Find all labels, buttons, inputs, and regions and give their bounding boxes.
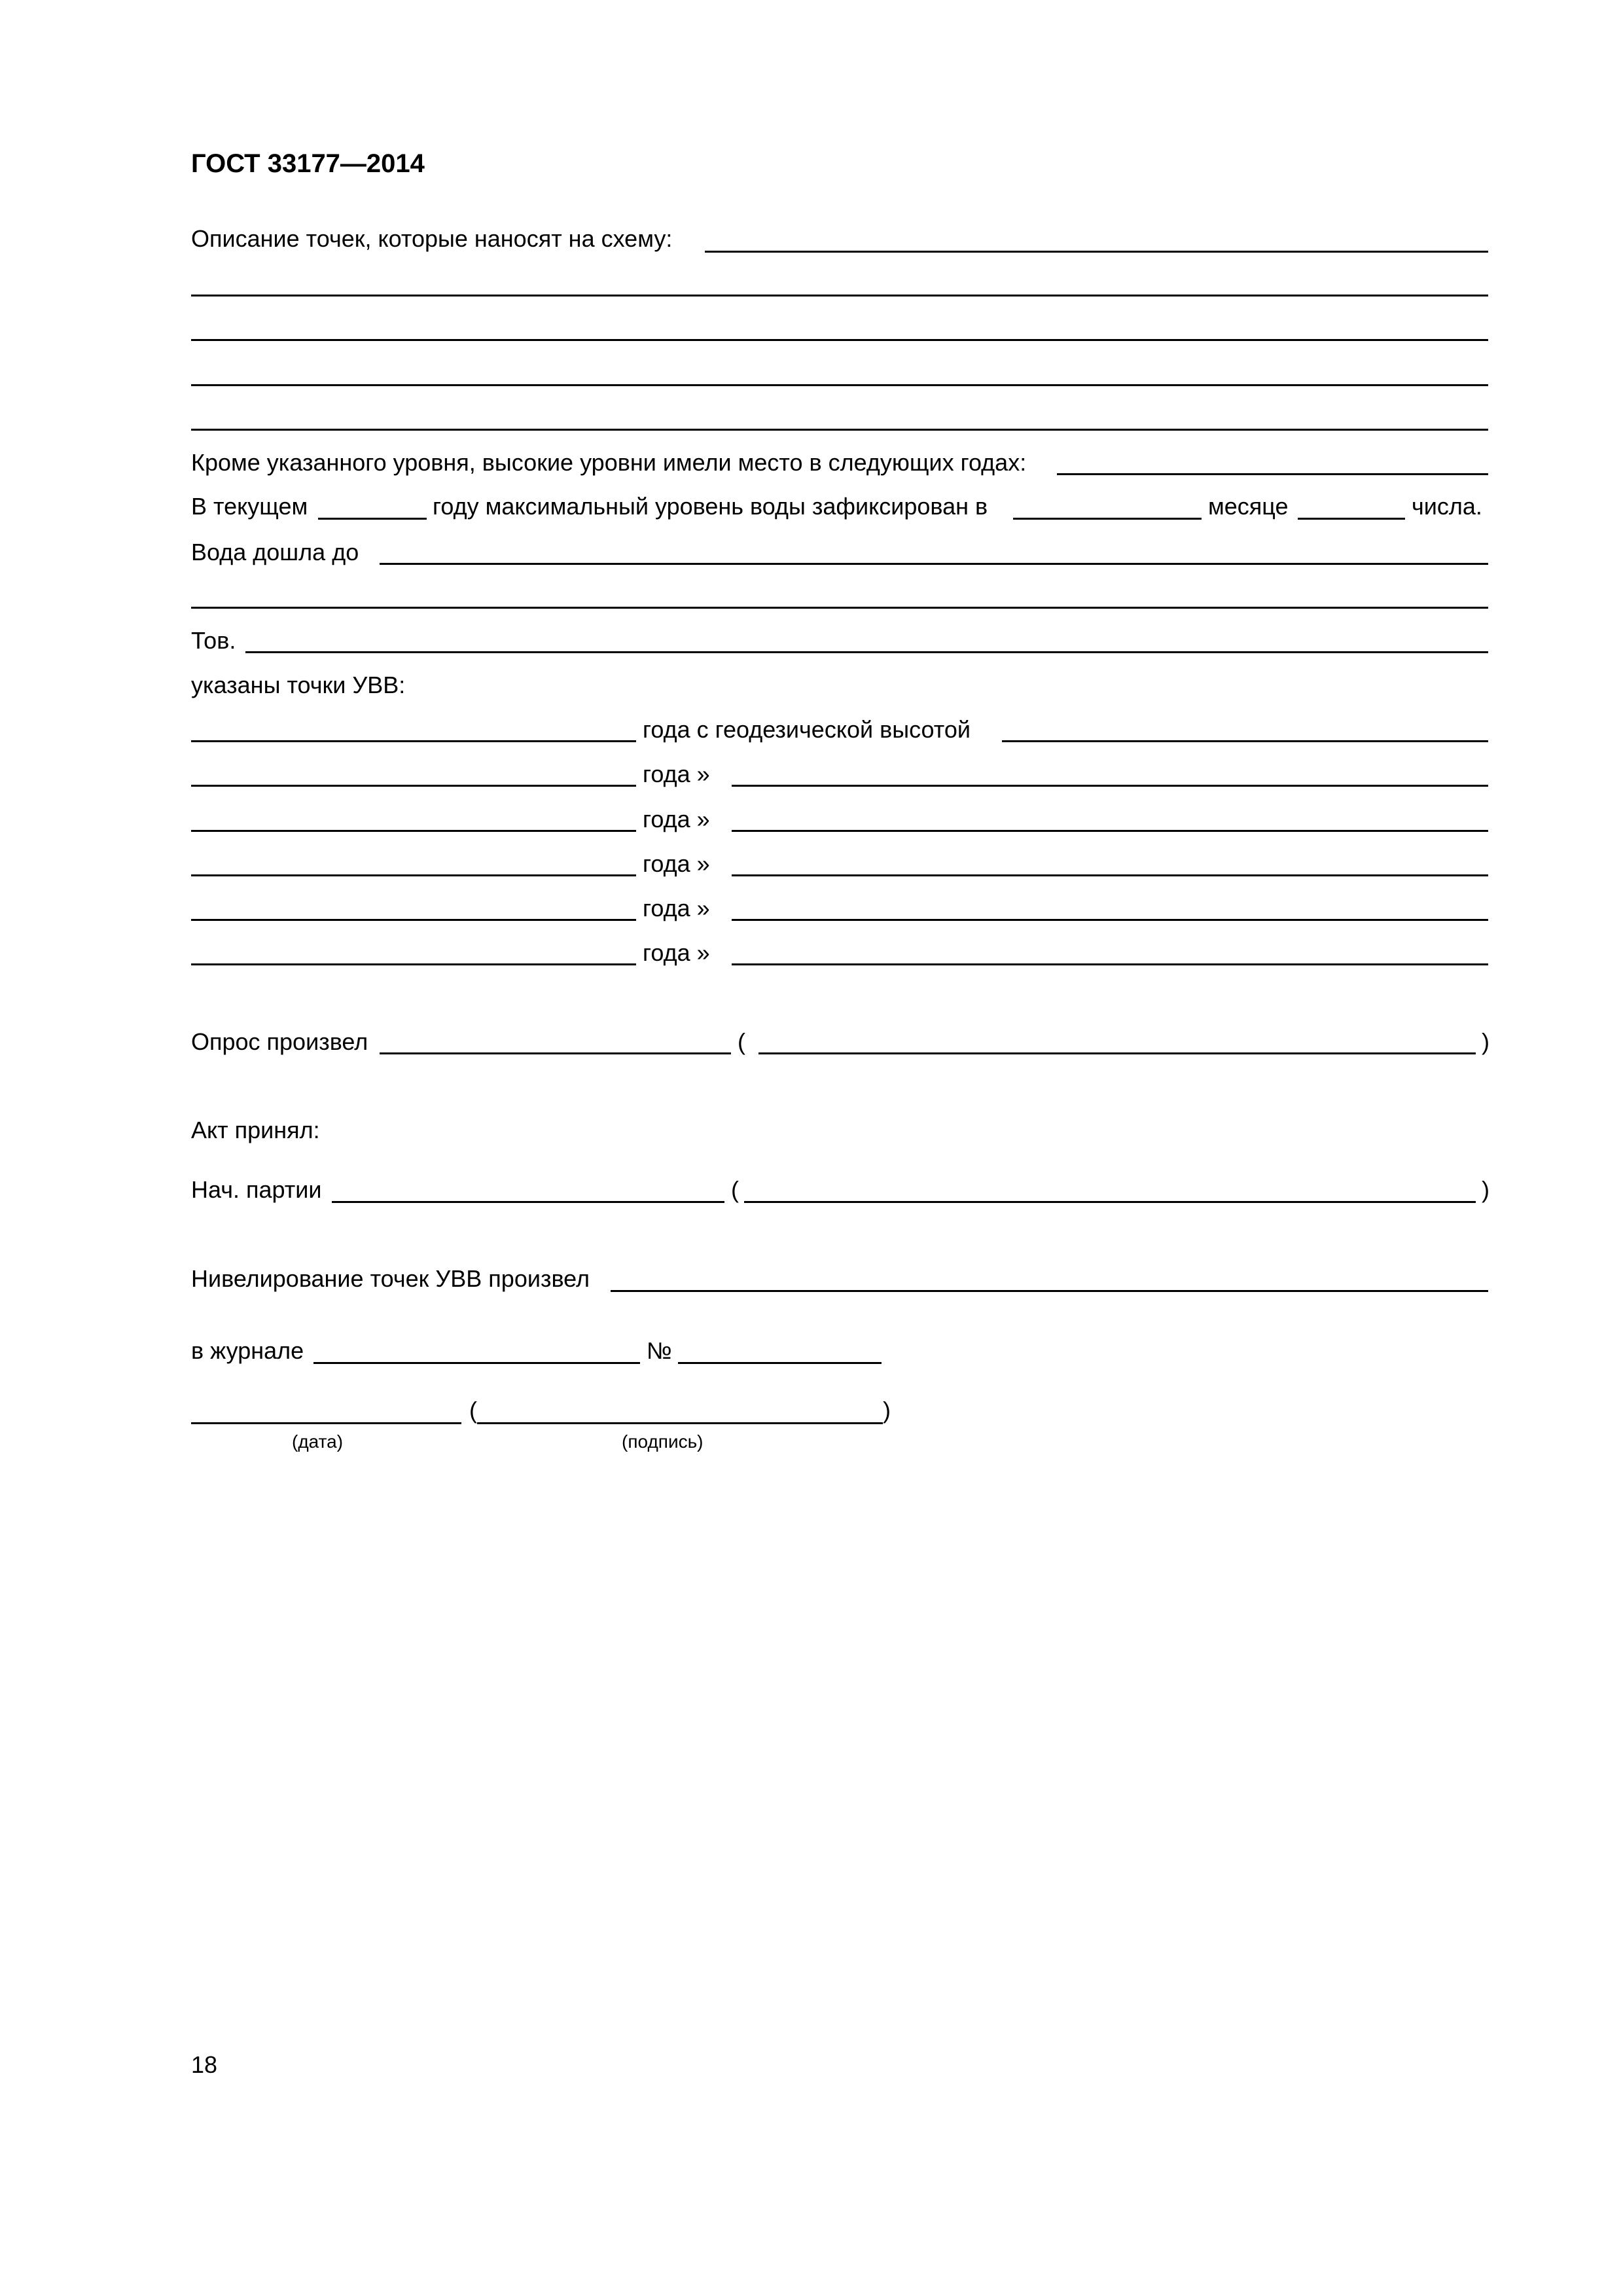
tov-field[interactable] (245, 651, 1488, 653)
uvv-point-4-field[interactable] (191, 874, 636, 876)
geodetic-height-field[interactable] (1002, 740, 1488, 742)
date-sign-paren-close: ) (883, 1397, 891, 1424)
tov-label: Тов. (191, 627, 236, 654)
current-year-middle: году максимальный уровень воды зафиксирован в (433, 493, 988, 520)
year-ditto-label-4: года » (643, 850, 710, 877)
uvv-point-5-height-field[interactable] (732, 919, 1488, 921)
leveling-label: Нивелирование точек УВВ произвел (191, 1265, 590, 1292)
year-geodetic-label: года с геодезической высотой (643, 716, 971, 743)
survey-paren-close: ) (1482, 1028, 1489, 1055)
party-head-name-field[interactable] (744, 1201, 1476, 1203)
water-reached-label: Вода дошла до (191, 539, 359, 565)
year-ditto-label-3: года » (643, 806, 710, 833)
current-year-field[interactable] (318, 518, 427, 520)
signature-field[interactable] (477, 1422, 883, 1424)
survey-paren-open: ( (738, 1028, 745, 1055)
uvv-point-6-field[interactable] (191, 963, 636, 965)
points-description-line-2[interactable] (191, 295, 1488, 296)
uvv-point-1-field[interactable] (191, 740, 636, 742)
date-field[interactable] (191, 1422, 461, 1424)
date-sign-paren-open: ( (469, 1397, 477, 1424)
month-field[interactable] (1013, 518, 1202, 520)
uvv-points-label: указаны точки УВВ: (191, 672, 406, 698)
journal-field[interactable] (313, 1362, 640, 1364)
day-field[interactable] (1298, 518, 1405, 520)
party-head-label: Нач. партии (191, 1176, 322, 1203)
year-ditto-label-6: года » (643, 939, 710, 966)
water-reached-line-2[interactable] (191, 607, 1488, 609)
survey-by-label: Опрос произвел (191, 1028, 368, 1055)
journal-number-field[interactable] (678, 1362, 882, 1364)
other-high-levels-label: Кроме указанного уровня, высокие уровни имели место в следующих годах: (191, 449, 1027, 476)
points-description-line-5[interactable] (191, 429, 1488, 431)
current-year-prefix: В текущем (191, 493, 308, 520)
party-paren-close: ) (1482, 1176, 1489, 1203)
uvv-point-3-height-field[interactable] (732, 830, 1488, 832)
survey-by-signature-field[interactable] (380, 1052, 731, 1054)
uvv-point-2-field[interactable] (191, 785, 636, 787)
number-sign: № (647, 1337, 672, 1364)
points-description-line-3[interactable] (191, 339, 1488, 341)
document-title: ГОСТ 33177—2014 (191, 149, 425, 178)
leveling-field[interactable] (611, 1290, 1488, 1292)
party-head-signature-field[interactable] (332, 1201, 724, 1203)
points-description-field[interactable] (705, 251, 1488, 253)
other-high-levels-field[interactable] (1057, 473, 1488, 475)
uvv-point-3-field[interactable] (191, 830, 636, 832)
uvv-point-6-height-field[interactable] (732, 963, 1488, 965)
water-reached-field[interactable] (380, 563, 1488, 565)
uvv-point-4-height-field[interactable] (732, 874, 1488, 876)
points-description-line-4[interactable] (191, 384, 1488, 386)
year-ditto-label-2: года » (643, 761, 710, 787)
date-caption: (дата) (292, 1431, 344, 1452)
uvv-point-2-height-field[interactable] (732, 785, 1488, 787)
signature-caption: (подпись) (622, 1431, 704, 1452)
month-label: месяце (1208, 493, 1289, 520)
points-description-label: Описание точек, которые наносят на схему: (191, 225, 673, 252)
journal-label: в журнале (191, 1337, 304, 1364)
year-ditto-label-5: года » (643, 895, 710, 922)
uvv-point-5-field[interactable] (191, 919, 636, 921)
party-paren-open: ( (731, 1176, 739, 1203)
page-number: 18 (191, 2051, 218, 2078)
act-accepted-label: Акт принял: (191, 1117, 320, 1143)
day-label: числа. (1412, 493, 1482, 520)
survey-by-name-field[interactable] (758, 1052, 1476, 1054)
